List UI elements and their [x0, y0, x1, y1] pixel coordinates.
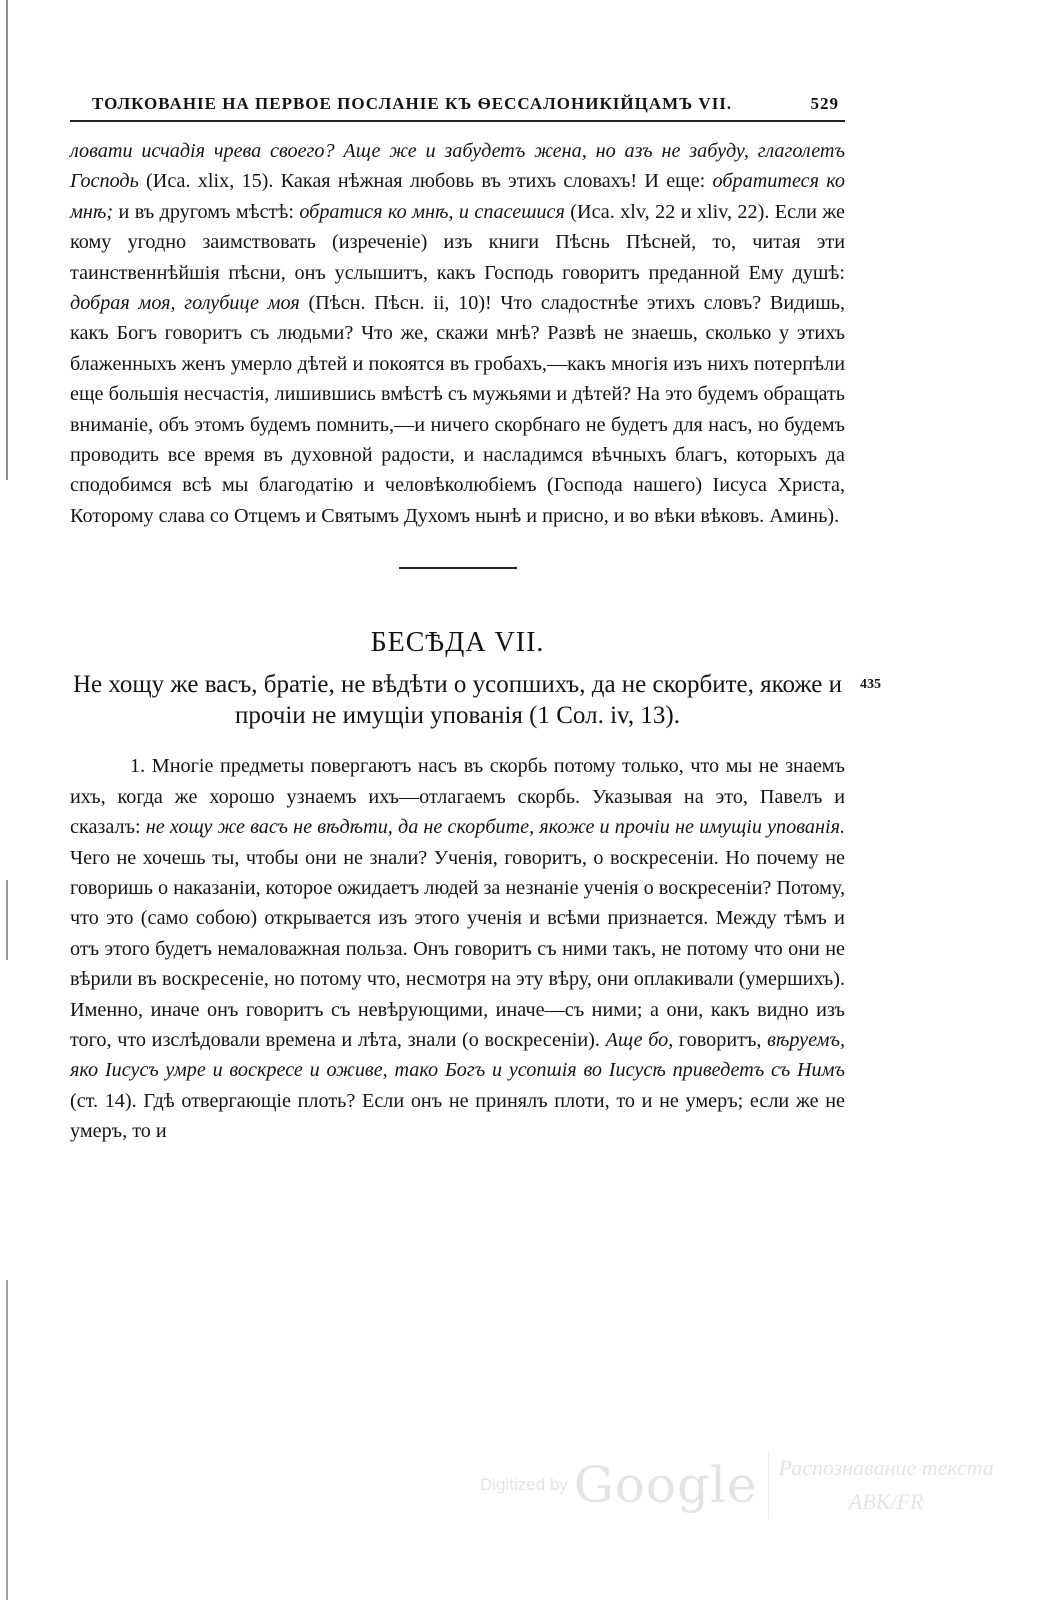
italic-quote: добрая моя, голубице моя	[70, 292, 300, 315]
running-head-title: ТОЛКОВАНІЕ НА ПЕРВОЕ ПОСЛАНІЕ КЪ ѲЕССАЛОНИКІЙЦАМЪ VII.	[92, 94, 733, 113]
italic-quote: не хощу же васъ не вѣдѣти, да не скорбите, якоже и прочіи не имущіи упованія.	[145, 816, 846, 839]
body-paragraph	[70, 751, 845, 1146]
text-run: (Пѣсн. Пѣсн. ii, 10)! Что сладостнѣе этихъ словъ? Видишь, какъ Богъ говоритъ съ людьми? Что же, скажи мнѣ? Развѣ не знаешь, сколько у этихъ блаженныхъ женъ умерло дѣтей и покоятся въ гробахъ,—какъ многія изъ нихъ потерпѣли еще большія несчастія, лишившись вмѣстѣ съ мужьями и дѣтей? На это будемъ обращать вниманіе, объ этомъ будемъ помнить,—и ничего скорбнаго не будетъ для насъ, но будемъ проводить все время въ духовной радости, и насладимся вѣчныхъ благъ, которыхъ да сподобимся всѣ мы благодатію и человѣколюбіемъ (Господа нашего) Іисуса Христа, Которому слава со Отцемъ и Святымъ Духомъ нынѣ и присно, и во вѣки вѣковъ. Аминь).	[70, 292, 845, 527]
text-run: 1. Многіе предметы повергаютъ насъ въ скорбь потому только, что мы не знаемъ ихъ, когда же хорошо узнаемъ ихъ—отлагаемъ скорбь. Указывая на это, Павелъ и сказалъ:	[70, 755, 845, 839]
watermark-ocr	[768, 1451, 994, 1519]
watermark-ocr-line2: ABK/FR	[848, 1489, 924, 1514]
scan-edge	[6, 0, 8, 1600]
text-run: (Иса. xlix, 15). Какая нѣжная любовь въ этихъ словахъ! И еще:	[138, 170, 713, 193]
sermon-body	[70, 751, 845, 1146]
section-divider	[399, 567, 517, 569]
text-run: Чего не хочешь ты, чтобы они не знали? Ученія, говоритъ, о воскресеніи. Но почему не говоришь о наказаніи, которое ожидаетъ людей за незнаніе ученія о воскресеніи? Потому, что это (само собою) открывается изъ этого ученія и всѣми признается. Между тѣмъ и отъ этого будетъ немаловажная польза. Онъ говоритъ съ ними такъ, не потому что они не вѣрили въ воскресеніе, но потому что, несмотря на эту вѣру, они оплакивали (умершихъ). Именно, иначе онъ говоритъ съ невѣрующими, иначе—съ ними; а они, какъ видно изъ того, что изслѣдовали времена и лѣта, знали (о воскресеніи).	[70, 846, 845, 1051]
margin-number: 435	[860, 677, 881, 693]
text-run: говоритъ,	[673, 1028, 768, 1051]
continuation-paragraph	[70, 136, 845, 531]
watermark-brand: Google	[573, 1456, 758, 1514]
page-number: 529	[810, 94, 839, 113]
digitization-watermark	[480, 1430, 1000, 1540]
epigraph-text: Не хощу же васъ, братіе, не вѣдѣти о усопшихъ, да не скорбите, якоже и прочіи не имущіи упованія (1 Сол. iv, 13).	[72, 671, 843, 730]
text-run: (Иса. xlv, 22 и xliv, 22). Если же кому угодно заимствовать (изреченіе) изъ книги Пѣснь Пѣсней, то, читая эти таинственнѣйшія пѣсни, онъ услышитъ, какъ Господь говоритъ преданной Ему душѣ:	[70, 200, 845, 284]
text-run: и въ другомъ мѣстѣ:	[113, 200, 300, 223]
sermon-title: БЕСѢДА VII.	[370, 627, 545, 659]
text-run: (ст. 14). Гдѣ отвергающіе плоть? Если онъ не принялъ плоти, то и не умеръ; если же не умеръ, то и	[70, 1089, 845, 1143]
italic-quote: ловати исчадія чрева своего? Аще же и забудетъ жена, но азъ не забуду, глаголетъ Господь	[70, 140, 845, 193]
book-page	[70, 90, 881, 1147]
epigraph	[70, 669, 881, 731]
watermark-digitized-by: Digitized by	[480, 1475, 568, 1494]
italic-quote: вѣруемъ, яко Іисусъ умре и воскресе и оживе, тако Богъ и усопшія во Іисусѣ приведетъ съ Нимъ	[70, 1028, 845, 1082]
continuation-text	[70, 136, 845, 531]
italic-quote: Аще бо,	[605, 1028, 674, 1051]
watermark-ocr-line1: Распознавание текста	[778, 1455, 994, 1480]
italic-quote: обратитеся ко мнѣ;	[70, 170, 845, 223]
italic-quote: обратися ко мнѣ, и спасешися	[299, 200, 565, 223]
running-head	[70, 90, 845, 122]
